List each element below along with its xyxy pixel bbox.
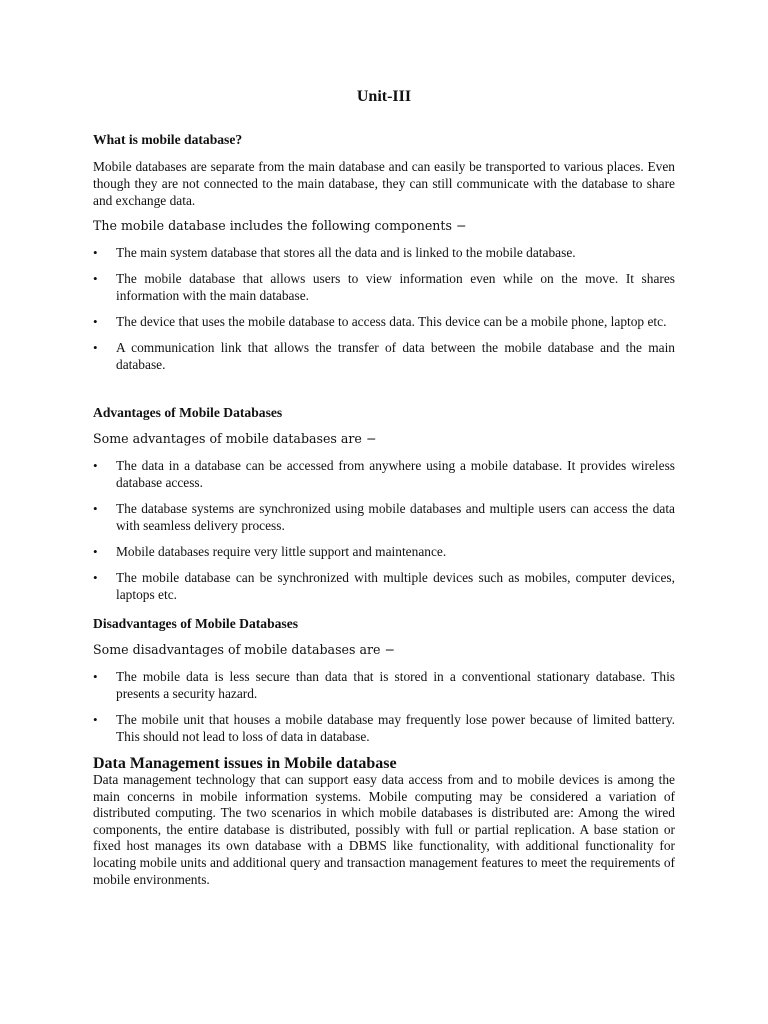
section-what-is-mobile-database (93, 131, 675, 382)
list-item: • The mobile database can be synchronized with multiple devices such as mobiles, computer devices, laptops etc. (93, 569, 675, 603)
page-title: Unit-III (356, 88, 412, 105)
list-item: • The data in a database can be accessed from anywhere using a mobile database. It provides wireless database access. (93, 457, 675, 491)
section-disadvantages (93, 615, 675, 754)
list-intro: The mobile database includes the following components − (93, 218, 467, 233)
list-item: • The device that uses the mobile database to access data. This device can be a mobile phone, laptop etc. (93, 313, 675, 330)
section-data-management (93, 755, 675, 888)
list-item: • Mobile databases require very little support and maintenance. (93, 543, 675, 560)
section-advantages (93, 404, 675, 612)
list-item: • A communication link that allows the transfer of data between the mobile database and the main database. (93, 339, 675, 373)
section-heading: What is mobile database? (93, 132, 243, 147)
list-intro: Some advantages of mobile databases are − (93, 431, 377, 446)
section-heading: Advantages of Mobile Databases (93, 405, 283, 420)
section-heading: Data Management issues in Mobile database (93, 755, 397, 772)
components-list (93, 244, 675, 373)
disadvantages-list (93, 668, 675, 745)
section-paragraph: Mobile databases are separate from the main database and can easily be transported to various places. Even though they are not connected to the main database, they can still communicate with the database to share and exchange data. (93, 159, 675, 208)
list-item: • The main system database that stores all the data and is linked to the mobile database. (93, 244, 675, 261)
section-paragraph: Data management technology that can support easy data access from and to mobile devices is among the main concerns in mobile information systems. Mobile computing may be considered a variation of distributed computing. The two scenarios in which mobile databases is distributed are: Among the wired components, the entire database is distributed, possibly with full or partial replication. A base station or fixed host manages its own database with a DBMS like functionality, with additional functionality for locating mobile units and additional query and transaction management features to meet the requirements of mobile environments. (93, 772, 675, 887)
list-intro: Some disadvantages of mobile databases are − (93, 642, 395, 657)
list-item: • The database systems are synchronized using mobile databases and multiple users can access the data with seamless delivery process. (93, 500, 675, 534)
list-item: • The mobile unit that houses a mobile database may frequently lose power because of limited battery. This should not lead to loss of data in database. (93, 711, 675, 745)
list-item: • The mobile data is less secure than data that is stored in a conventional stationary database. This presents a security hazard. (93, 668, 675, 702)
advantages-list (93, 457, 675, 603)
section-heading: Disadvantages of Mobile Databases (93, 616, 299, 631)
list-item: • The mobile database that allows users to view information even while on the move. It shares information with the main database. (93, 270, 675, 304)
